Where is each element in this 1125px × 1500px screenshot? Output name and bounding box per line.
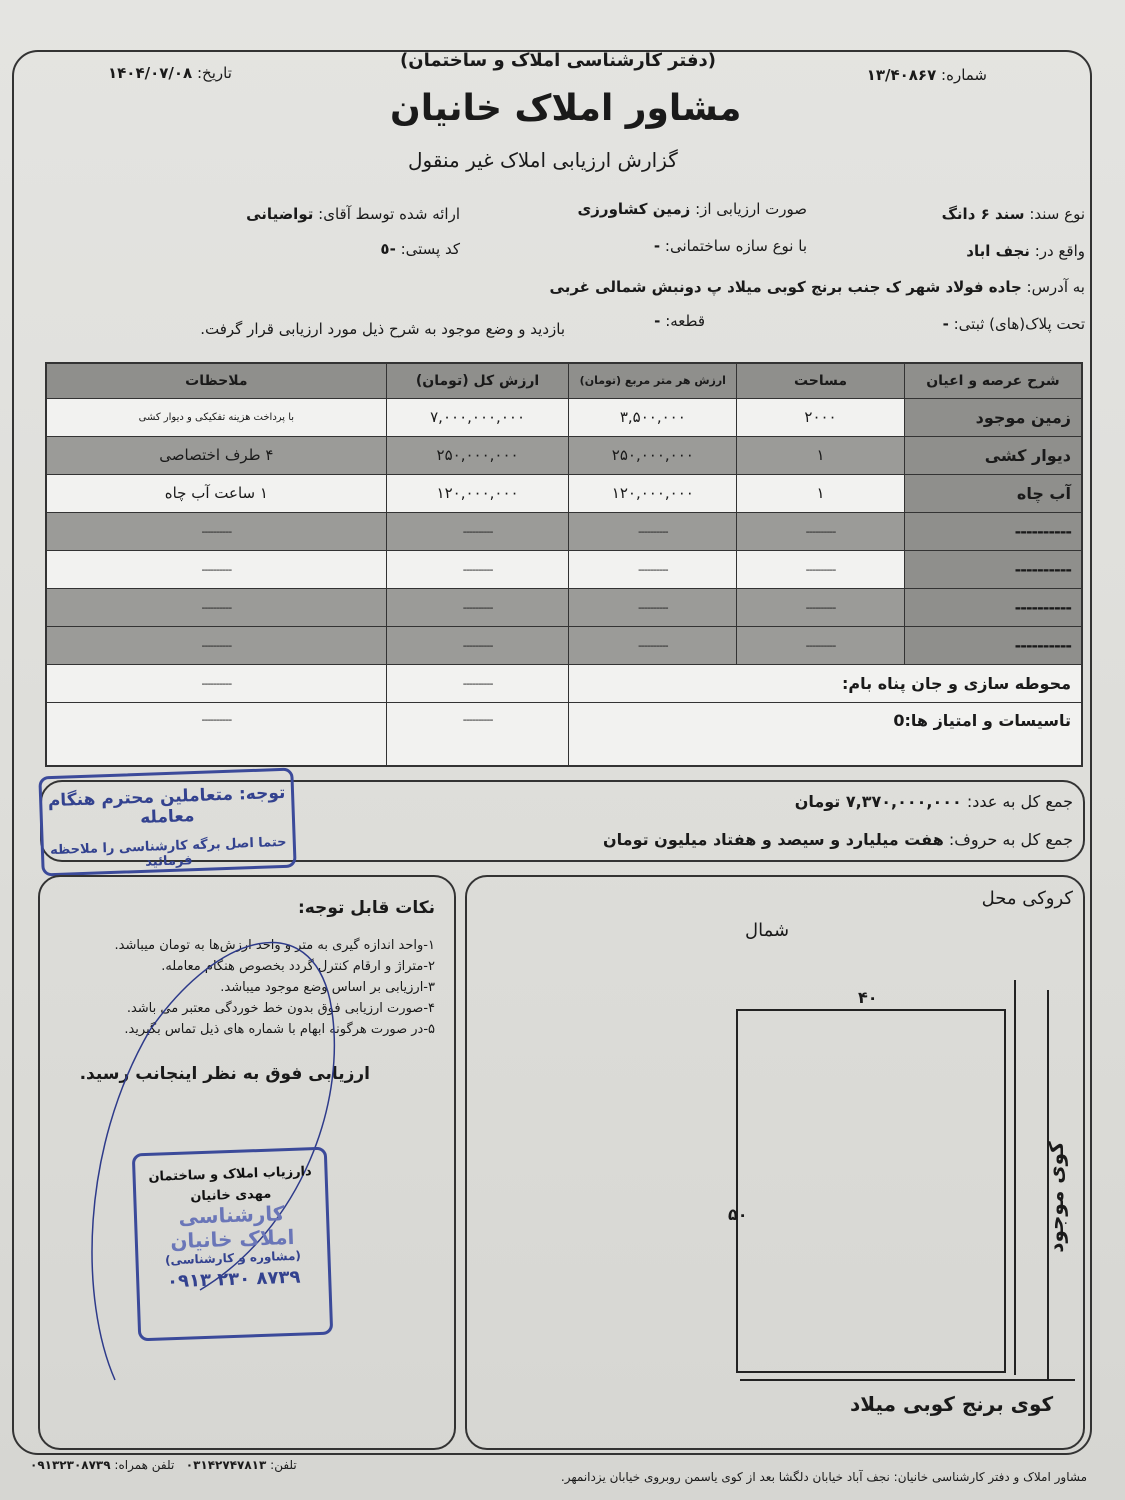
label: ارائه شده توسط آقای: [318,205,460,223]
table-cell: ---------- [904,550,1082,588]
table-cell: ۲۵۰,۰۰۰,۰۰۰ [569,436,737,474]
table-cell: ---------- [904,626,1082,664]
seal-brand: املاک خانیان [169,1224,295,1254]
number-value: ۱۳/۴۰۸۶۷ [866,66,937,84]
seal-brand: (مشاوره و کارشناسی) [164,1248,302,1268]
value: - [653,237,661,255]
table-cell: ۲۵۰,۰۰۰,۰۰۰ [386,436,569,474]
bottom-street-label: کوی برنج کوبی میلاد [850,1392,1054,1416]
cell: ---------- [386,702,569,766]
note-item: ۴-صورت ارزیابی فوق بدون خط خوردگی معتبر می باشد. [126,1001,435,1016]
notice-line2: حتما اصل برگه کارشناسی را ملاحظه فرمائید [49,834,287,870]
table-cell: ۳,۵۰۰,۰۰۰ [569,398,737,436]
label: نوع سند: [1029,205,1085,223]
table-cell: ۱ ساعت آب چاه [46,474,386,512]
table-cell: ---------- [737,550,905,588]
value: - [654,312,661,330]
table-cell: ---------- [904,512,1082,550]
table-cell: زمین موجود [904,398,1082,436]
value: تواضیانی [246,205,314,223]
side-street-label: کوی موجود [1043,1141,1068,1253]
number-label: شماره: [941,66,987,84]
date-label: تاریخ: [196,64,232,82]
mobile-label: تلفن همراه: [114,1458,175,1472]
table-cell: ---------- [904,588,1082,626]
note-item: ۱-واحد اندازه گیری به متر و واحد ارزش‌ها به تومان میباشد. [114,938,435,953]
statement: بازدید و وضع موجود به شرح ذیل مورد ارزیابی قرار گرفت. [200,320,565,338]
notes-conclusion: ارزیابی فوق به نظر اینجانب رسید. [79,1064,370,1084]
table-cell: دیوار کشی [904,436,1082,474]
landscaping-label: محوطه سازی و جان پناه بام: [569,664,1082,702]
value: سند ۶ دانگ [941,205,1025,223]
table-cell: ---------- [46,512,386,550]
footer-phones [30,1458,297,1472]
date-value: ۱۴۰۴/۰۷/۰۸ [108,64,193,82]
value: ۷,۳۷۰,۰۰۰,۰۰۰ تومان [794,792,962,811]
col-description: شرح عرصه و اعیان [904,363,1082,398]
mobile-value: ۰۹۱۳۲۳۰۸۷۳۹ [30,1458,111,1472]
label: تحت پلاک(های) ثبتی: [953,315,1085,333]
notes-title: نکات قابل توجه: [297,898,435,918]
notice-line1: توجه: متعاملین محترم هنگام معامله [47,782,286,828]
seal-phone: ۰۹۱۳ ۲۳۰ ۸۷۳۹ [166,1266,301,1293]
table-cell: ۱۲۰,۰۰۰,۰۰۰ [386,474,569,512]
cell: ---------- [46,664,386,702]
table-cell: ---------- [46,588,386,626]
value: جاده فولاد شهر ک جنب برنج کوبی میلاد پ دونبش شمالی غربی [549,278,1022,296]
label: به آدرس: [1026,278,1085,296]
table-cell: ---------- [386,588,569,626]
seal-line1: دارزیاب املاک و ساختمان [148,1164,312,1185]
facilities-label: تاسیسات و امتیاز ها:0 [569,702,1082,766]
north-label: شمال [745,920,790,941]
value: نجف اباد [966,242,1030,260]
label: کد پستی: [400,240,460,258]
table-cell: ---------- [386,626,569,664]
length-label: ۵۰ [728,1205,748,1224]
phone-label: تلفن: [270,1458,297,1472]
table-cell: ۷,۰۰۰,۰۰۰,۰۰۰ [386,398,569,436]
col-unit-price: ارزش هر متر مربع (تومان) [569,363,737,398]
note-item: ۵-در صورت هرگونه ابهام با شماره های ذیل تماس بگیرید. [124,1022,435,1037]
label: جمع کل به حروف: [948,830,1073,849]
table-cell: ۱ [737,474,905,512]
sketch-title: کروکی محل [981,888,1073,909]
table-cell: ---------- [737,512,905,550]
note-item: ۳-ارزیابی بر اساس وضع موجود میباشد. [220,980,435,995]
table-cell: ---------- [569,626,737,664]
table-cell: ---------- [569,512,737,550]
seal-line2: مهدی خانیان [190,1186,272,1205]
value: - [942,315,949,333]
label: واقع در: [1034,242,1085,260]
table-cell: ۲۰۰۰ [737,398,905,436]
plot-outline [737,1010,1005,1372]
cell: ---------- [46,702,386,766]
table-cell: ---------- [737,626,905,664]
phone-value: ۰۳۱۴۲۷۴۷۸۱۳ [185,1458,267,1472]
table-cell: ---------- [737,588,905,626]
cell: ---------- [386,664,569,702]
table-cell: ---------- [46,626,386,664]
label: با نوع سازه ساختمانی: [664,237,807,255]
footer-address: مشاور املاک و دفتر کارشناسی خانیان: نجف آباد خیابان دلگشا بعد از کوی یاسمن روبروی خیابان یزدانمهر. [560,1470,1087,1484]
table-cell: ---------- [569,550,737,588]
table-cell: ---------- [386,550,569,588]
table-cell: ---------- [569,588,737,626]
value: هفت میلیارد و سیصد و هفتاد میلیون تومان [603,830,944,849]
col-notes: ملاحظات [46,363,386,398]
page-subtitle: گزارش ارزیابی املاک غیر منقول [408,148,678,172]
office-name: (دفتر کارشناسی املاک و ساختمان) [400,50,716,71]
table-cell: ---------- [46,550,386,588]
table-cell: با پرداخت هزینه تفکیکی و دیوار کشی [46,398,386,436]
width-label: ۴۰ [858,988,878,1007]
label: قطعه: [665,312,705,330]
table-cell: ۱۲۰,۰۰۰,۰۰۰ [569,474,737,512]
table-cell: ---------- [386,512,569,550]
seal-brand: کارشناسی [178,1201,285,1229]
value: زمین کشاورزی [577,200,691,218]
note-item: ۲-متراژ و ارقام کنترل گردد بخصوص هنگام معامله. [161,959,435,974]
label: صورت ارزیابی از: [695,200,807,218]
table-cell: ۱ [737,436,905,474]
col-total: ارزش کل (تومان) [386,363,569,398]
value: -٥ [380,240,396,258]
table-cell: ۴ طرف اختصاصی [46,436,386,474]
table-cell: آب چاه [904,474,1082,512]
label: جمع کل به عدد: [966,792,1073,811]
col-area: مساحت [737,363,905,398]
page-title: مشاور املاک خانیان [390,88,742,129]
